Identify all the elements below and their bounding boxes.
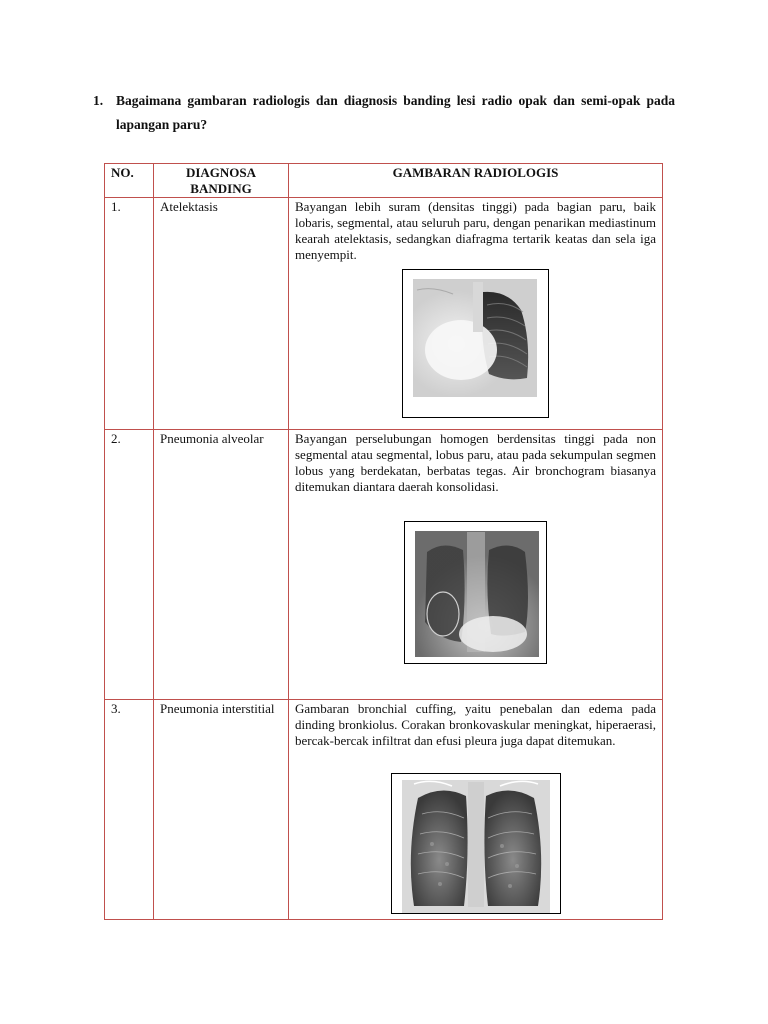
row-diagnosis: Pneumonia alveolar <box>154 430 289 700</box>
row-description: Bayangan perselubungan homogen berdensitas tinggi pada non segmental atau segmental, lobus paru, atau pada sekumpulan segmen lobus yang berdekatan, berbatas tegas. Air bronchogram biasanya ditemukan diantara daerah konsolidasi. <box>295 431 656 494</box>
table-row <box>105 198 663 430</box>
row-description-cell <box>289 430 663 700</box>
xray-image-pneumonia-alveolar <box>404 521 547 664</box>
row-description-cell <box>289 198 663 430</box>
header-gambaran: GAMBARAN RADIOLOGIS <box>289 164 663 198</box>
question-text: Bagaimana gambaran radiologis dan diagnosis banding lesi radio opak dan semi-opak pada lapangan paru? <box>116 93 675 132</box>
row-description-cell <box>289 700 663 920</box>
row-diagnosis: Atelektasis <box>154 198 289 430</box>
xray-image-atelectasis <box>402 269 549 418</box>
question-number: 1. <box>93 93 104 108</box>
table-row <box>105 430 663 700</box>
row-description: Gambaran bronchial cuffing, yaitu penebalan dan edema pada dinding bronkiolus. Corakan bronkovaskular meningkat, hiperaerasi, bercak-bercak infiltrat dan efusi pleura juga dapat ditemukan. <box>295 701 656 748</box>
row-description: Bayangan lebih suram (densitas tinggi) pada bagian paru, baik lobaris, segmental, atau seluruh paru, dengan penarikan mediastinum kearah atelektasis, sedangkan diafragma tertarik keatas dan sela iga menyempit. <box>295 199 656 262</box>
row-diagnosis: Pneumonia interstitial <box>154 700 289 920</box>
table-header-row <box>105 164 663 198</box>
row-number: 3. <box>105 700 154 920</box>
row-number: 1. <box>105 198 154 430</box>
differential-diagnosis-table <box>104 163 663 920</box>
header-diagnosa: DIAGNOSA BANDING <box>154 164 289 198</box>
row-number: 2. <box>105 430 154 700</box>
xray-image-pneumonia-interstitial <box>391 773 561 914</box>
header-no: NO. <box>105 164 154 198</box>
table-row <box>105 700 663 920</box>
question <box>93 89 675 137</box>
